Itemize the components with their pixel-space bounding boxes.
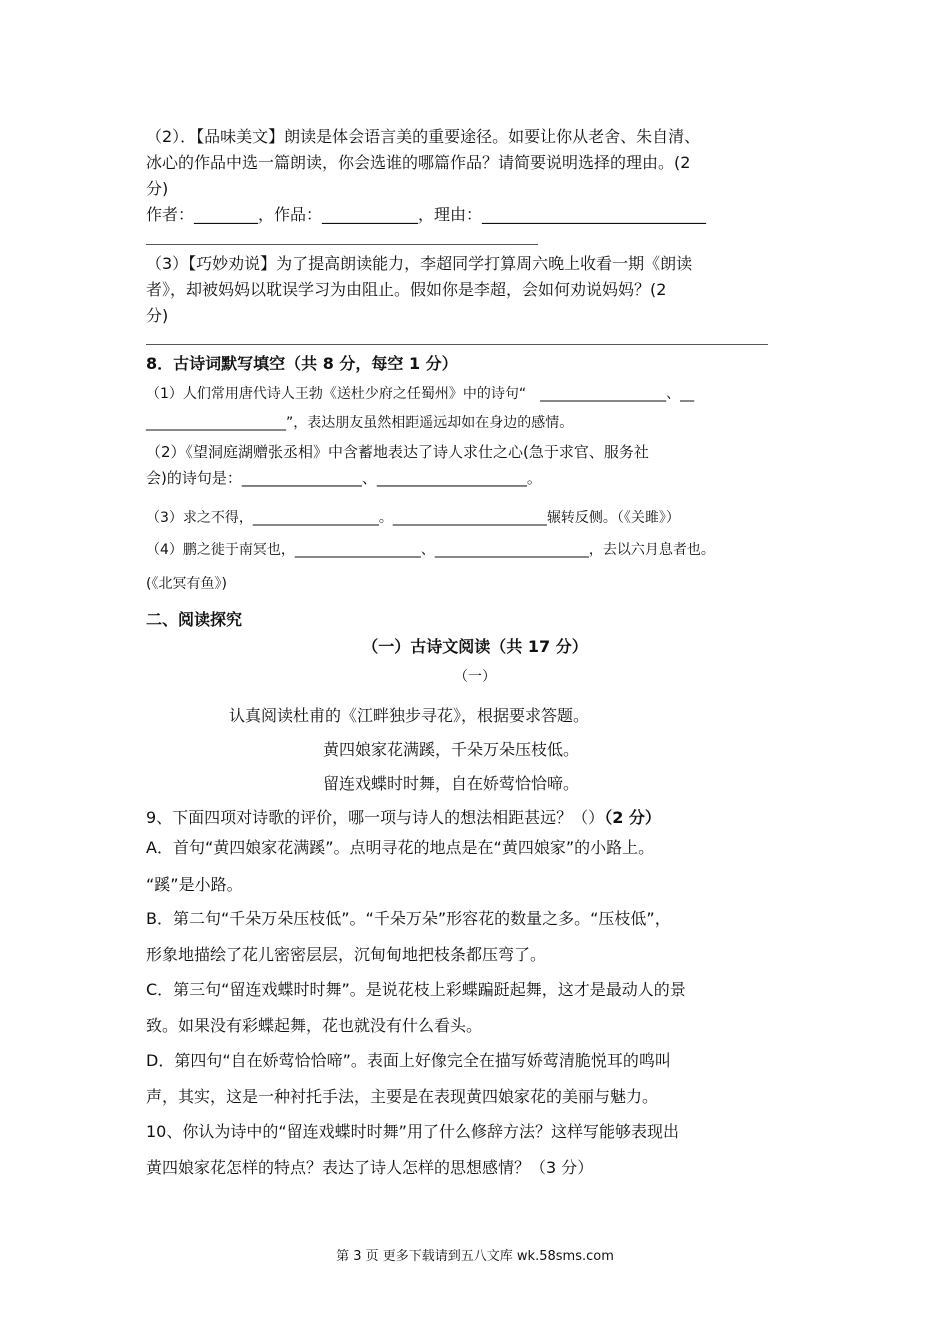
q8-item1-line2: ____________________”，表达朋友虽然相距遥远却如在身边的感情。 xyxy=(146,415,574,431)
q9-option-b-line1: B．第二句“千朵万朵压枝低”。“千朵万朵”形容花的数量之多。“压枝低”， xyxy=(146,909,671,928)
answer-line xyxy=(146,244,538,245)
q9-option-c-line2: 致。如果没有彩蝶起舞，花也就没有什么看头。 xyxy=(146,1016,483,1035)
q7-p2-fill-line: 作者：________，作品：____________，理由：____________________________ xyxy=(146,205,707,224)
q8-item1-line1: （1）人们常用唐代诗人王勃《送杜少府之任蜀州》中的诗句“ __________________、__ xyxy=(146,386,695,402)
poem-intro: 认真阅读杜甫的《江畔独步寻花》，根据要求答题。 xyxy=(229,706,590,725)
q10-line1: 10、你认为诗中的“留连戏蝶时时舞”用了什么修辞方法？这样写能够表现出 xyxy=(146,1122,679,1141)
section2-subheading: （一）古诗文阅读（共 17 分） xyxy=(362,637,588,656)
q7-p2-line2: 冰心的作品中选一篇朗读，你会选谁的哪篇作品？请简要说明选择的理由。(2 xyxy=(146,153,691,172)
q7-p3-line3: 分) xyxy=(146,306,169,325)
q8-item2-line2: 会)的诗句是：________________、____________________。 xyxy=(146,469,542,487)
answer-line xyxy=(146,344,768,345)
q9-stem-text: 9、下面四项对诗歌的评价，哪一项与诗人的想法相距甚远？（） xyxy=(146,808,605,827)
poem-line-2: 留连戏蝶时时舞，自在娇莺恰恰啼。 xyxy=(323,774,580,793)
q9-option-c-line1: C．第三句“留连戏蝶时时舞”。是说花枝上彩蝶蹁跹起舞，这才是最动人的景 xyxy=(146,980,686,999)
q8-heading: 8．古诗词默写填空（共 8 分，每空 1 分） xyxy=(146,354,458,373)
q9-option-b-line2: 形象地描绘了花儿密密层层，沉甸甸地把枝条都压弯了。 xyxy=(146,945,547,964)
q9-option-d-line1: D．第四句“自在娇莺恰恰啼”。表面上好像完全在描写娇莺清脆悦耳的鸣叫 xyxy=(146,1051,671,1070)
q8-item4-line1: （4）鹏之徙于南冥也，__________________、______________________，去以六月息者也。 xyxy=(146,542,715,558)
q9-option-a-line1: A．首句“黄四娘家花满蹊”。点明寻花的地点是在“黄四娘家”的小路上。 xyxy=(146,838,655,857)
q9-score: （2 分） xyxy=(604,808,661,827)
q7-p2-line3: 分) xyxy=(146,179,169,198)
q10-line2: 黄四娘家花怎样的特点？表达了诗人怎样的思想感情？（3 分） xyxy=(146,1158,594,1177)
poem-line-1: 黄四娘家花满蹊，千朵万朵压枝低。 xyxy=(323,740,580,759)
section2-heading: 二、阅读探究 xyxy=(146,610,243,629)
q8-item3: （3）求之不得，__________________。______________________辗转反侧。（《关雎》） xyxy=(146,510,680,526)
section2-subsubheading: （一） xyxy=(454,669,496,685)
page-footer: 第 3 页 更多下载请到五八文库 wk.58sms.com xyxy=(336,1249,614,1264)
q8-item4-line2: (《北冥有鱼》) xyxy=(146,576,227,592)
q9-option-d-line2: 声，其实，这是一种衬托手法，主要是在表现黄四娘家花的美丽与魅力。 xyxy=(146,1087,659,1106)
q7-p2-line1: （2）．【品味美文】朗读是体会语言美的重要途径。如要让你从老舍、朱自清、 xyxy=(146,127,701,146)
q9-option-a-line2: “蹊”是小路。 xyxy=(146,875,243,894)
q7-p3-line1: （3）【巧妙劝说】为了提高朗读能力，李超同学打算周六晚上收看一期《朗读 xyxy=(146,254,693,273)
q7-p3-line2: 者》，却被妈妈以耽误学习为由阻止。假如你是李超，会如何劝说妈妈？(2 xyxy=(146,280,667,299)
q8-item2-line1: （2）《望洞庭湖赠张丞相》中含蓄地表达了诗人求仕之心(急于求官、服务社 xyxy=(146,443,649,461)
q9-stem xyxy=(146,805,661,828)
